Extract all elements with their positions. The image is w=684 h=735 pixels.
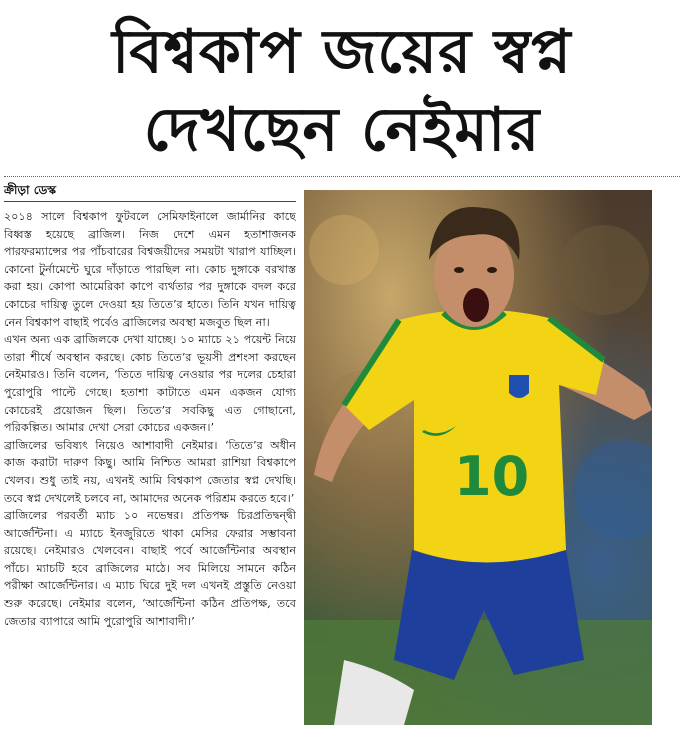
open-mouth — [463, 288, 489, 322]
byline-underline — [4, 201, 296, 202]
paragraph-2: এখন অন্য এক ব্রাজিলকে দেখা যাচ্ছে। ১০ ম্যাচে ২১ পয়েন্ট নিয়ে তারা শীর্ষে অবস্থান করছে। কোচ তিতে’র ভূয়সী প্রশংসা করছেন নেইমারও। তিনি বলেন, ‘তিতে দায়িত্ব নেওয়ার পর দলের চেহারা পুরোপুরি পাল্টে গেছে। হতাশা কাটাতে এমন একজন যোগ্য কোচেরই প্রয়োজন ছিল। তিতে’র সবকিছু এত গোছানো, পরিকল্পিত। আমার দেখা সেরা কোচের একজন।’ — [4, 333, 296, 435]
article-body — [4, 208, 296, 728]
headline-divider — [4, 176, 680, 177]
player-illustration — [304, 190, 652, 725]
paragraph-3: ব্রাজিলের ভবিষ্যৎ নিয়েও আশাবাদী নেইমার। ‘তিতে’র অধীন কাজ করাটা দারুণ কিছু। আমি নিশ্চিত আমরা রাশিয়া বিশ্বকাপে খেলব। শুধু তাই নয়, এখনই আমি বিশ্বকাপ জেতার স্বপ্ন দেখছি। তবে স্বপ্ন দেখলেই চলবে না, আমাদের অনেক পরিশ্রম করতে হবে।’ — [4, 438, 296, 505]
paragraph-1: ২০১৪ সালে বিশ্বকাপ ফুটবলে সেমিফাইনালে জার্মানির কাছে বিধ্বস্ত হয়েছে ব্রাজিল। নিজ দেশে এমন হতাশাজনক পারফরম্যান্সের পর পাঁচবারের বিশ্বজয়ীদের সময়টা খারাপ যাচ্ছিল। কোনো টুর্নামেন্টে ঘুরে দাঁড়াতে পারছিল না। কোচ দুঙ্গাকে বরখাস্ত করা হয়। কোপা আমেরিকা কাপে ব্যর্থতার পর দুঙ্গাকে বদল করে কোচের দায়িত্ব তুলে দেওয়া হয় তিতে’র হাতে। তিনি যখন দায়িত্ব নেন বিশ্বকাপ বাছাই পর্বেও ব্রাজিলের অবস্থা মজবুত ছিল না। — [4, 210, 296, 329]
player-photo — [304, 190, 652, 725]
byline: ক্রীড়া ডেস্ক — [4, 183, 57, 197]
paragraph-4: ব্রাজিলের পরবর্তী ম্যাচ ১০ নভেম্বর। প্রতিপক্ষ চিরপ্রতিদ্বন্দ্বী আর্জেন্টিনা। এ ম্যাচে ইনজুরিতে থাকা মেসির ফেরার সম্ভাবনা রয়েছে। নেইমারও খেলবেন। বাছাই পর্বে আর্জেন্টিনার অবস্থান পাঁচে। ম্যাচটি হবে ব্রাজিলের মাঠে। সব মিলিয়ে সামনে কঠিন পরীক্ষা আর্জেন্টিনার। এ ম্যাচ ঘিরে দুই দল এখনই প্রস্তুতি নেওয়া শুরু করেছে। নেইমার বলেন, ‘আর্জেন্টিনা কঠিন প্রতিপক্ষ, তবে জেতার ব্যাপারে আমি পুরোপুরি আশাবাদী।’ — [4, 509, 296, 628]
headline-line-1: বিশ্বকাপ জয়ের স্বপ্ন — [112, 17, 572, 87]
headline-line-2: দেখছেন নেইমার — [143, 95, 541, 165]
jersey-number: 10 — [454, 445, 530, 508]
crest-icon — [509, 375, 529, 398]
